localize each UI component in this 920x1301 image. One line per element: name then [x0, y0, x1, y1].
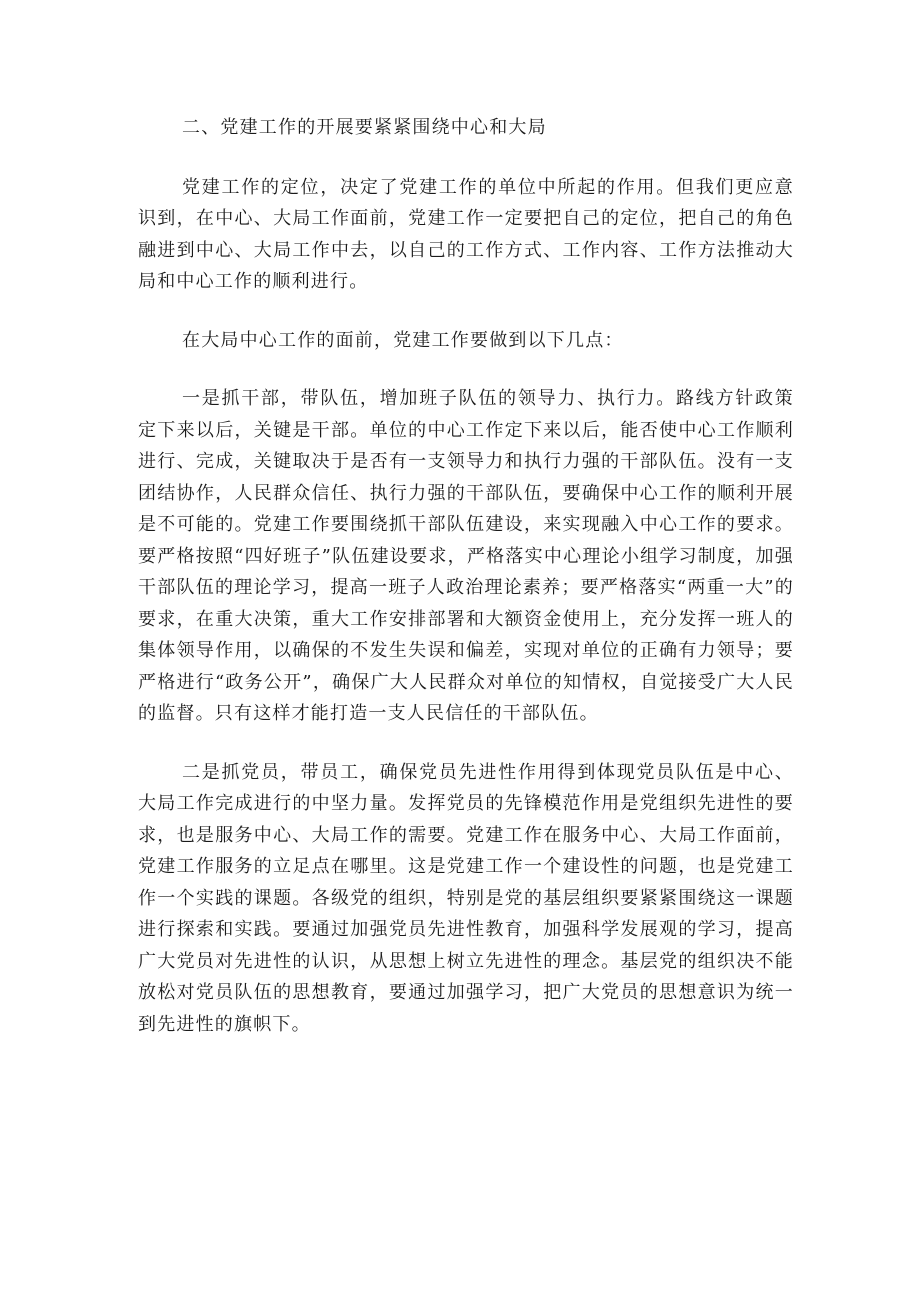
section-heading: 二、党建工作的开展要紧紧围绕中心和大局 — [182, 117, 547, 138]
paragraph-points-intro: 在大局中心工作的面前，党建工作要做到以下几点： — [182, 329, 624, 351]
document-body — [138, 112, 794, 1067]
paragraph-cadres: 一是抓干部，带队伍，增加班子队伍的领导力、执行力。路线方针政策定下来以后，关键是干部。单位的中心工作定下来以后，能否使中心工作顺利进行、完成，关键取决于是否有一支领导力和执行力强的干部队伍。没有一支团结协作，人民群众信任、执行力强的干部队伍，要确保中心工作的顺利开展是不可能的。党建工作要围绕抓干部队伍建设，来实现融入中心工作的要求。要严格按照“四好班子”队伍建设要求，严格落实中心理论小组学习制度，加强干部队伍的理论学习，提高一班子人政治理论素养；要严格落实“两重一大”的要求，在重大决策，重大工作安排部署和大额资金使用上，充分发挥一班人的集体领导作用，以确保的不发生失误和偏差，实现对单位的正确有力领导；要严格进行“政务公开”，确保广大人民群众对单位的知情权，自觉接受广大人民的监督。只有这样才能打造一支人民信任的干部队伍。 — [138, 388, 794, 724]
paragraph-party-members: 二是抓党员，带员工，确保党员先进性作用得到体现党员队伍是中心、大局工作完成进行的中坚力量。发挥党员的先锋模范作用是党组织先进性的要求，也是服务中心、大局工作的需要。党建工作在服务中心、大局工作面前，党建工作服务的立足点在哪里。这是党建工作一个建设性的问题，也是党建工作一个实践的课题。各级党的组织，特别是党的基层组织要紧紧围绕这一课题进行探索和实践。要通过加强党员先进性教育，加强科学发展观的学习，提高广大党员对先进性的认识，从思想上树立先进性的理念。基层党的组织决不能放松对党员队伍的思想教育，要通过加强学习，把广大党员的思想意识为统一到先进性的旗帜下。 — [138, 761, 794, 1035]
paragraph-positioning: 党建工作的定位，决定了党建工作的单位中所起的作用。但我们更应意识到，在中心、大局工作面前，党建工作一定要把自己的定位，把自己的角色融进到中心、大局工作中去，以自己的工作方式、工作内容、工作方法推动大局和中心工作的顺利进行。 — [138, 176, 794, 292]
